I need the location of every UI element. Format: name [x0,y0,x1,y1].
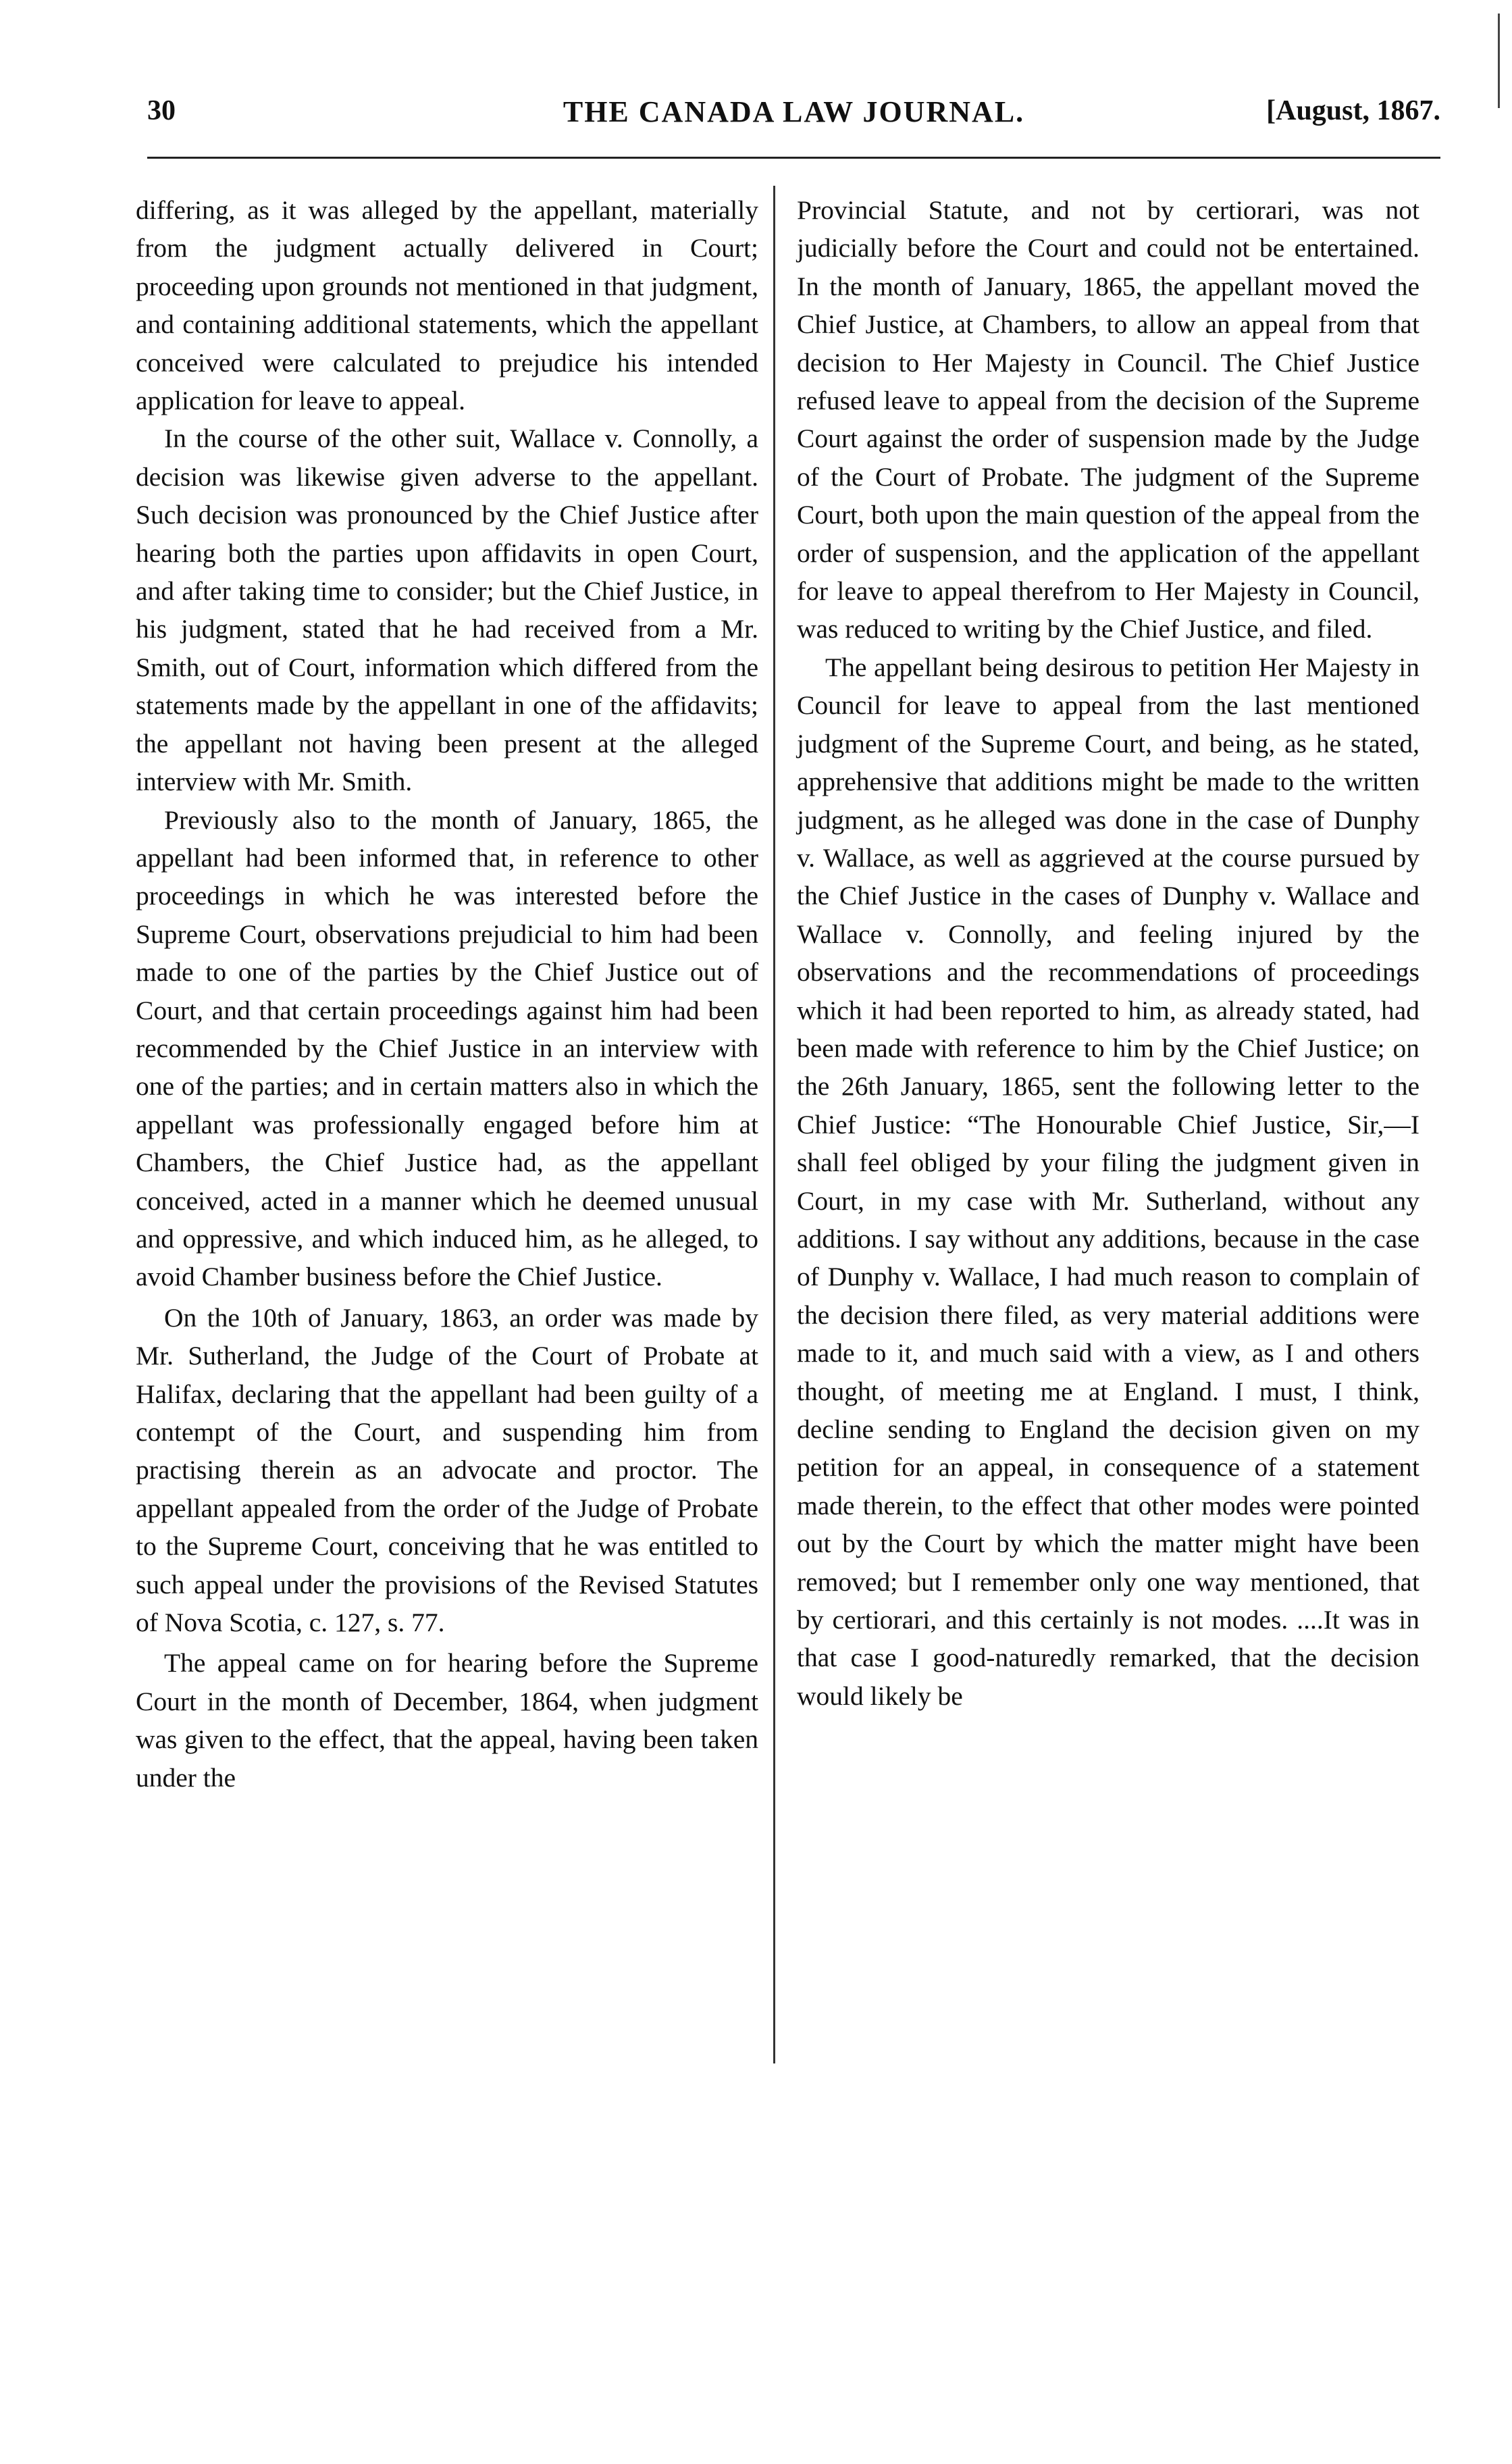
right-column [797,191,1419,1715]
running-header [147,95,1440,142]
page-edge-mark [1498,14,1500,108]
header-rule [147,157,1440,159]
paragraph: The appellant being desirous to petition Her Majesty in Council for leave to appeal from the last mentioned judgment of the Supreme Court, and being, as he stated, apprehensive that additions might be made to the written judgment, as he alleged was done in the case of Dunphy v. Wallace, as well as aggrieved at the course pursued by the Chief Justice in the cases of Dunphy v. Wallace and Wallace v. Connolly, and feeling injured by the observations and the recommendations of proceedings which it had been reported to him, as already stated, had been made with reference to him by the Chief Justice; on the 26th January, 1865, sent the following letter to the Chief Justice: “The Honourable Chief Justice, Sir,—I shall feel obliged by your filing the judgment given in Court, in my case with Mr. Sutherland, without any additions. I say without any additions, because in the case of Dunphy v. Wallace, I had much reason to complain of the decision there filed, as very material additions were made to it, and much said with a view, as I and others thought, of meeting me at England. I must, I think, decline sending to England the decision given on my petition for an appeal, in consequence of a statement made therein, to the effect that other modes were pointed out by the Court by which the matter might have been removed; but I remember only one way mentioned, that by certiorari, and this certainly is not modes. ....It was in that case I good-naturedly remarked, that the decision would likely be [797,652,1419,1711]
journal-title: THE CANADA LAW JOURNAL. [563,95,1025,128]
left-column [136,191,758,1797]
paragraph: In the course of the other suit, Wallace v. Connolly, a decision was likewise given adverse to the appellant. Such decision was pronounced by the Chief Justice after hearing both the parties upon affidavits in open Court, and after taking time to consider; but the Chief Justice, in his judgment, stated that he had received from a Mr. Smith, out of Court, information which differed from the statements made by the appellant in one of the affidavits; the appellant not having been present at the alleged interview with Mr. Smith. [136,424,758,797]
issue-date: [August, 1867. [1266,95,1440,126]
paragraph: On the 10th of January, 1863, an order was made by Mr. Sutherland, the Judge of the Court of Probate at Halifax, declaring that the appellant had been guilty of a contempt of the Court, and suspending him from practising therein as an advocate and proctor. The appellant appealed from the order of the Judge of Probate to the Supreme Court, conceiving that he was entitled to such appeal under the provisions of the Revised Statutes of Nova Scotia, c. 127, s. 77. [136,1302,758,1638]
paragraph: The appeal came on for hearing before the Supreme Court in the month of December, 1864, when judgment was given to the effect, that the appeal, having been taken under the [136,1648,758,1793]
paragraph: differing, as it was alleged by the appellant, materially from the judgment actually delivered in Court; proceeding upon grounds not mentioned in that judgment, and containing additional statements, which the appellant conceived were calculated to prejudice his intended application for leave to appeal. [136,195,758,416]
paragraph: Provincial Statute, and not by certiorari, was not judicially before the Court and could not be entertained. In the month of January, 1865, the appellant moved the Chief Justice, at Chambers, to allow an appeal from that decision to Her Majesty in Council. The Chief Justice refused leave to appeal from the decision of the Supreme Court against the order of suspension made by the Judge of the Court of Probate. The judgment of the Supreme Court, both upon the main question of the appeal from the order of suspension, and the application of the appellant for leave to appeal therefrom to Her Majesty in Council, was reduced to writing by the Chief Justice, and filed. [797,195,1419,644]
page-number: 30 [147,95,176,126]
column-divider [773,186,775,2063]
paragraph: Previously also to the month of January, 1865, the appellant had been informed that, in reference to other proceedings in which he was interested before the Supreme Court, observations prejudicial to him had been made to one of the parties by the Chief Justice out of Court, and that certain proceedings against him had been recommended by the Chief Justice in an interview with one of the parties; and in certain matters also in which the appellant was professionally engaged before him at Chambers, the Chief Justice had, as the appellant conceived, acted in a manner which he deemed unusual and oppressive, and which induced him, as he alleged, to avoid Chamber business before the Chief Justice. [136,804,758,1292]
